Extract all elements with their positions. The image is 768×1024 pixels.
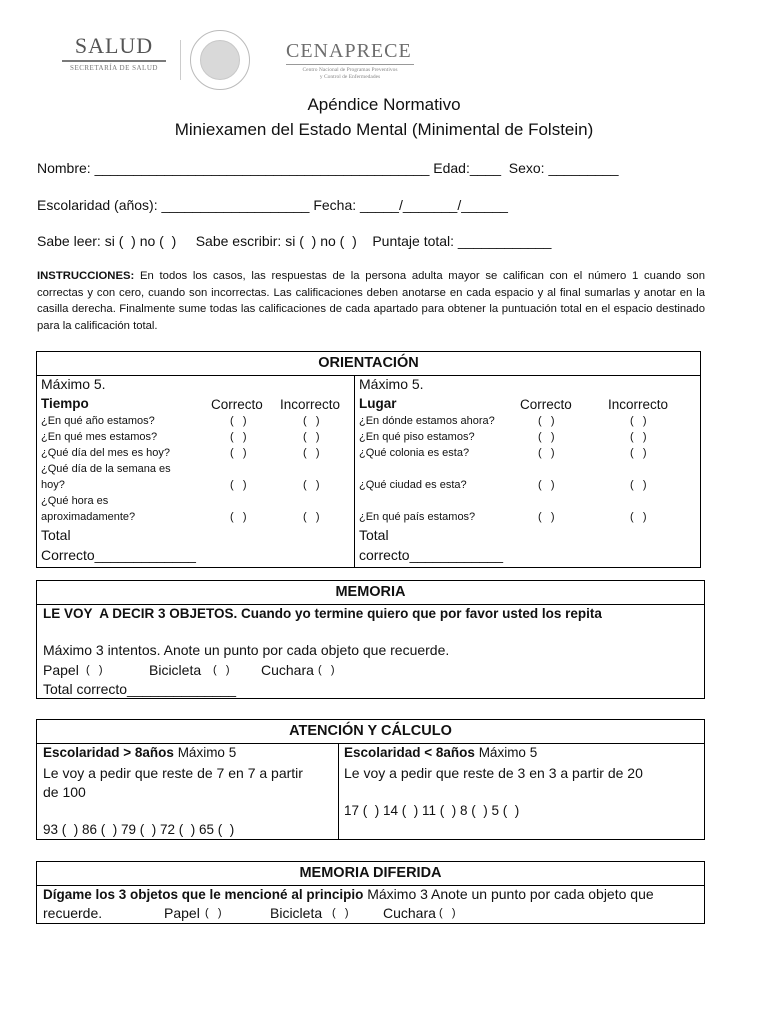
cenaprece-logo-subtitle-2: y Control de Enfermedades [319, 74, 381, 80]
memoria-checkbox[interactable]: ( ) [86, 664, 103, 676]
memoria-diferida-title: MEMORIA DIFERIDA [37, 862, 704, 886]
checkbox-correct[interactable]: ( ) [538, 415, 555, 427]
salud-logo-text: SALUD [74, 33, 154, 58]
memoria-title: MEMORIA [37, 581, 704, 605]
memoria-diferida-checkbox[interactable]: ( ) [439, 907, 456, 919]
cenaprece-logo-text: CENAPRECE [286, 40, 412, 62]
tiempo-question: ¿Qué hora es [41, 495, 109, 507]
checkbox-correct[interactable]: ( ) [230, 431, 247, 443]
memoria-diferida-instruction: Dígame los 3 objetos que le mencioné al principio [43, 887, 364, 902]
tiempo-question: ¿En qué año estamos? [41, 415, 155, 427]
lugar-total-label: Total [359, 527, 389, 543]
cenaprece-logo-rule [286, 64, 414, 65]
atencion-right-max: Máximo 5 [474, 745, 538, 760]
tiempo-heading: Tiempo [41, 396, 89, 411]
salud-logo-subtitle: SECRETARÍA DE SALUD [70, 64, 158, 72]
tiempo-question: ¿Qué día del mes es hoy? [41, 447, 171, 459]
checkbox-incorrect[interactable]: ( ) [630, 431, 647, 443]
memoria-object-bicicleta: Bicicleta [149, 662, 202, 678]
checkbox-incorrect[interactable]: ( ) [630, 511, 647, 523]
memoria-diferida-checkbox[interactable]: ( ) [332, 907, 349, 919]
memoria-diferida-line1 [43, 886, 654, 902]
instructions-paragraph [37, 268, 705, 334]
checkbox-incorrect[interactable]: ( ) [630, 447, 647, 459]
atencion-divider [338, 743, 339, 839]
tiempo-question: hoy? [41, 479, 65, 491]
memoria-section [36, 580, 705, 699]
tiempo-question: ¿Qué día de la semana es [41, 463, 171, 475]
checkbox-correct[interactable]: ( ) [230, 415, 247, 427]
orientacion-section [36, 351, 701, 568]
tiempo-question: aproximadamente? [41, 511, 136, 523]
atencion-right-sequence[interactable]: 17 ( ) 14 ( ) 11 ( ) 8 ( ) 5 ( ) [344, 803, 520, 818]
salud-logo [62, 34, 166, 84]
memoria-instruction: LE VOY A DECIR 3 OBJETOS. Cuando yo termine quiero que por favor usted los repita [43, 606, 602, 621]
memoria-total-field[interactable]: Total correcto______________ [43, 681, 237, 697]
atencion-title: ATENCIÓN Y CÁLCULO [37, 720, 704, 744]
checkbox-correct[interactable]: ( ) [538, 431, 555, 443]
checkbox-correct[interactable]: ( ) [538, 447, 555, 459]
document-subtitle: Miniexamen del Estado Mental (Minimental de Folstein) [174, 120, 594, 139]
lugar-question: ¿En dónde estamos ahora? [359, 415, 495, 427]
checkbox-correct[interactable]: ( ) [230, 447, 247, 459]
atencion-left-label: Escolaridad > 8años [43, 745, 174, 760]
logo-separator [180, 40, 181, 80]
checkbox-incorrect[interactable]: ( ) [303, 511, 320, 523]
memoria-object-papel: Papel [43, 662, 79, 678]
tiempo-total-field[interactable]: Correcto_____________ [41, 547, 196, 563]
atencion-right-header [344, 745, 537, 760]
memoria-diferida-max: Máximo 3 Anote un punto por cada objeto que [363, 886, 654, 902]
tiempo-total-label: Total [41, 527, 71, 543]
memoria-diferida-object-cuchara: Cuchara [383, 905, 436, 921]
orientacion-divider [354, 375, 355, 567]
lugar-col-incorrect: Incorrecto [608, 397, 669, 412]
lugar-col-correct: Correcto [520, 397, 572, 412]
memoria-diferida-object-papel: Papel [164, 905, 200, 921]
lugar-question: ¿Qué colonia es esta? [359, 447, 470, 459]
lugar-total-field[interactable]: correcto____________ [359, 547, 504, 563]
salud-logo-rule [62, 60, 166, 62]
checkbox-incorrect[interactable]: ( ) [303, 415, 320, 427]
checkbox-correct[interactable]: ( ) [230, 511, 247, 523]
checkbox-incorrect[interactable]: ( ) [303, 431, 320, 443]
document-title: Apéndice Normativo [307, 95, 461, 114]
tiempo-question: ¿En qué mes estamos? [41, 431, 158, 443]
coat-of-arms-seal-icon [190, 30, 250, 90]
instructions-text: En todos los casos, las respuestas de la persona adulta mayor se califican con el número 1 cuando son correctas y con cero, cuando son incorrectas. Las calificaciones deben anotarse en cada espacio y al final sumarlas y anotar en la casilla derecha. Finalmente sume todas las calificaciones de cada apartado para obtener la puntuación total en el espacio destinado para la calificación total. [37, 270, 705, 332]
tiempo-col-correct: Correcto [211, 397, 263, 412]
cenaprece-logo-subtitle-1: Centro Nacional de Programas Preventivos [302, 67, 398, 73]
lugar-heading: Lugar [359, 396, 397, 411]
atencion-left-line1: Le voy a pedir que reste de 7 en 7 a partir [43, 765, 303, 781]
checkbox-incorrect[interactable]: ( ) [303, 479, 320, 491]
memoria-diferida-object-bicicleta: Bicicleta [270, 905, 323, 921]
memoria-diferida-checkbox[interactable]: ( ) [205, 907, 222, 919]
patient-info-row-2[interactable]: Escolaridad (años): ___________________ Fecha: _____/_______/______ [37, 197, 508, 213]
memoria-object-cuchara: Cuchara [261, 662, 314, 678]
checkbox-incorrect[interactable]: ( ) [303, 447, 320, 459]
atencion-left-sequence[interactable]: 93 ( ) 86 ( ) 79 ( ) 72 ( ) 65 ( ) [43, 822, 235, 837]
patient-info-row-1[interactable]: Nombre: ___________________________________________ Edad:____ Sexo: _________ [37, 160, 619, 176]
atencion-left-line2: de 100 [43, 784, 86, 800]
atencion-right-line1: Le voy a pedir que reste de 3 en 3 a partir de 20 [344, 765, 643, 781]
atencion-right-label: Escolaridad < 8años [344, 745, 475, 760]
memoria-diferida-section [36, 861, 705, 924]
memoria-checkbox[interactable]: ( ) [213, 664, 230, 676]
tiempo-col-incorrect: Incorrecto [280, 397, 341, 412]
lugar-question: ¿En qué país estamos? [359, 511, 476, 523]
memoria-diferida-line2: recuerde. [43, 905, 103, 921]
checkbox-correct[interactable]: ( ) [538, 511, 555, 523]
checkbox-correct[interactable]: ( ) [230, 479, 247, 491]
atencion-left-max: Máximo 5 [173, 745, 237, 760]
lugar-question: ¿En qué piso estamos? [359, 431, 475, 443]
checkbox-incorrect[interactable]: ( ) [630, 479, 647, 491]
checkbox-correct[interactable]: ( ) [538, 479, 555, 491]
lugar-question: ¿Qué ciudad es esta? [359, 479, 467, 491]
lugar-max: Máximo 5. [359, 376, 424, 392]
memoria-max: Máximo 3 intentos. Anote un punto por cada objeto que recuerde. [43, 642, 450, 658]
tiempo-max: Máximo 5. [41, 376, 106, 392]
memoria-checkbox[interactable]: ( ) [318, 664, 335, 676]
patient-info-row-3[interactable]: Sabe leer: si ( ) no ( ) Sabe escribir: si ( ) no ( ) Puntaje total: ____________ [37, 233, 552, 249]
atencion-section [36, 719, 705, 840]
cenaprece-logo [286, 40, 426, 90]
orientacion-title: ORIENTACIÓN [37, 352, 700, 376]
atencion-left-header [43, 745, 236, 760]
instructions-label: INSTRUCCIONES: [37, 270, 135, 282]
checkbox-incorrect[interactable]: ( ) [630, 415, 647, 427]
